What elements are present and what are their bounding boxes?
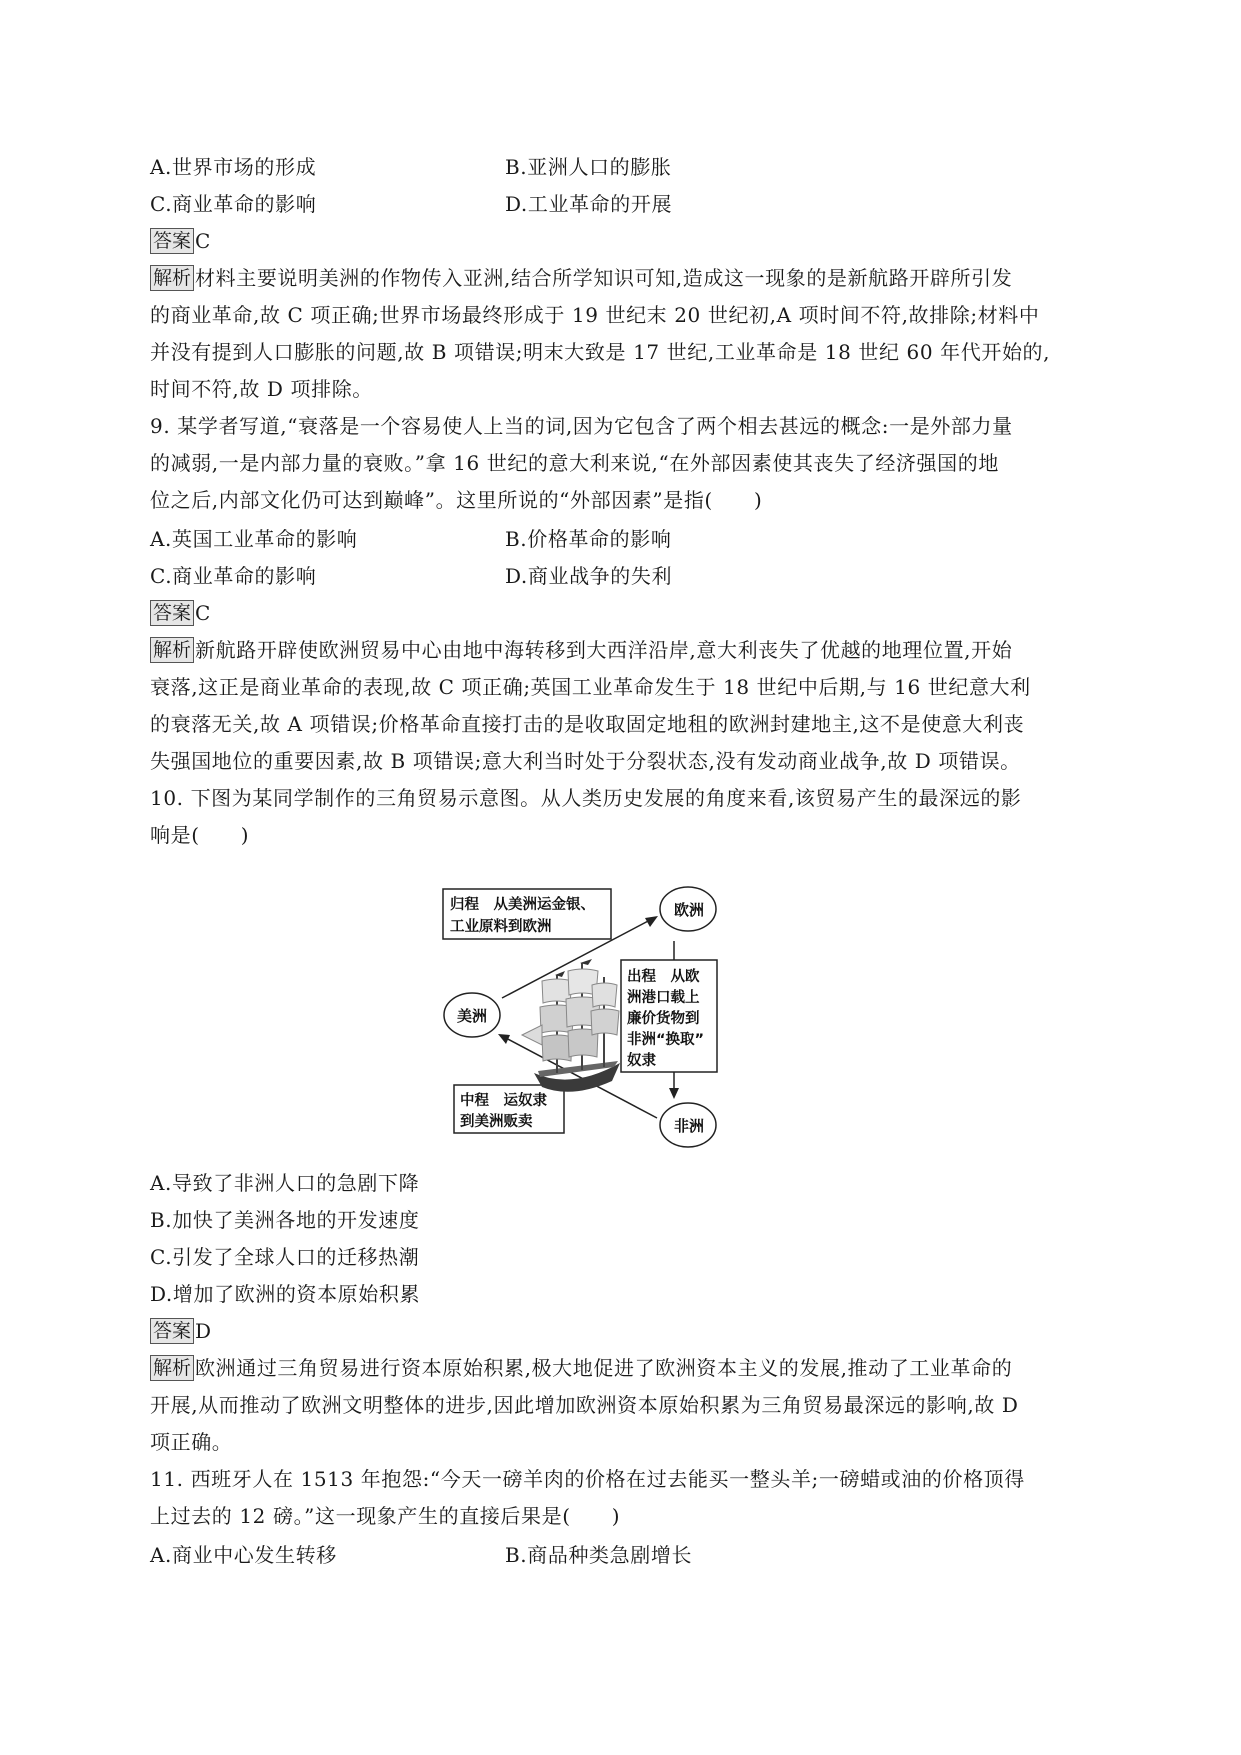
q9-answer xyxy=(150,599,211,627)
return-route-box xyxy=(443,889,611,939)
triangle-trade-diagram xyxy=(442,885,718,1160)
answer-value: D xyxy=(195,1319,212,1343)
return-route-line1: 归程 从美洲运金银、 xyxy=(450,897,595,913)
africa-node xyxy=(660,1103,716,1147)
analysis-tag: 解析 xyxy=(150,637,194,663)
outbound-route-line1: 出程 从欧 xyxy=(627,969,700,985)
q11-options-row1 xyxy=(150,1541,693,1569)
america-node xyxy=(444,993,500,1037)
option-a: A.世界市场的形成 xyxy=(150,155,317,179)
outbound-route-line3: 廉价货物到 xyxy=(627,1011,700,1027)
option-a: A.商业中心发生转移 xyxy=(150,1543,337,1567)
q10-answer xyxy=(150,1317,212,1345)
text-line: 开展,从而推动了欧洲文明整体的进步,因此增加欧洲资本原始积累为三角贸易最深远的影响,故 D xyxy=(150,1393,1019,1417)
text-line: 的衰落无关,故 A 项错误;价格革命直接打击的是收取固定地租的欧洲封建地主,这不是使意大利丧 xyxy=(150,712,1025,736)
option-c: C.商业革命的影响 xyxy=(150,564,317,588)
text-line: 时间不符,故 D 项排除。 xyxy=(150,377,373,401)
text-line: 的减弱,一是内部力量的衰败。”拿 16 世纪的意大利来说,“在外部因素使其丧失了经济强国的地 xyxy=(150,451,999,475)
outbound-route-box xyxy=(621,960,717,1072)
analysis-tag: 解析 xyxy=(150,1355,194,1381)
africa-label: 非洲 xyxy=(674,1117,705,1135)
middle-route-box xyxy=(454,1085,564,1133)
middle-route-line1: 中程 运奴隶 xyxy=(460,1093,547,1109)
q8-options-row1 xyxy=(150,153,672,181)
q9-options-row1 xyxy=(150,525,672,553)
q10-option-d: D.增加了欧洲的资本原始积累 xyxy=(150,1282,421,1306)
answer-tag: 答案 xyxy=(150,1318,194,1344)
q8-analysis xyxy=(150,264,1012,292)
q9-stem: 9. 某学者写道,“衰落是一个容易使人上当的词,因为它包含了两个相去甚远的概念:一是外部力量 xyxy=(150,414,1013,438)
analysis-text: 新航路开辟使欧洲贸易中心由地中海转移到大西洋沿岸,意大利丧失了优越的地理位置,开始 xyxy=(195,638,1013,662)
q11-stem: 11. 西班牙人在 1513 年抱怨:“今天一磅羊肉的价格在过去能买一整头羊;一磅蜡或油的价格顶得 xyxy=(150,1467,1025,1491)
text-line: 响是( ) xyxy=(150,823,250,847)
option-a: A.英国工业革命的影响 xyxy=(150,527,358,551)
q10-analysis xyxy=(150,1354,1012,1382)
text-line: 衰落,这正是商业革命的表现,故 C 项正确;英国工业革命发生于 18 世纪中后期,与 16 世纪意大利 xyxy=(150,675,1031,699)
option-b: B.亚洲人口的膨胀 xyxy=(505,155,672,179)
europe-node xyxy=(660,887,716,931)
option-d: D.工业革命的开展 xyxy=(505,192,673,216)
america-label: 美洲 xyxy=(457,1007,488,1025)
analysis-text: 欧洲通过三角贸易进行资本原始积累,极大地促进了欧洲资本主义的发展,推动了工业革命的 xyxy=(195,1356,1013,1380)
answer-tag: 答案 xyxy=(150,600,194,626)
outbound-route-line4: 非洲“换取” xyxy=(627,1032,705,1048)
q10-option-c: C.引发了全球人口的迁移热潮 xyxy=(150,1245,420,1269)
text-line: 上过去的 12 磅。”这一现象产生的直接后果是( ) xyxy=(150,1504,621,1528)
text-line: 失强国地位的重要因素,故 B 项错误;意大利当时处于分裂状态,没有发动商业战争,故 D 项错误。 xyxy=(150,749,1021,773)
europe-label: 欧洲 xyxy=(674,901,705,919)
text-line: 位之后,内部文化仍可达到巅峰”。这里所说的“外部因素”是指( ) xyxy=(150,488,763,512)
analysis-text: 材料主要说明美洲的作物传入亚洲,结合所学知识可知,造成这一现象的是新航路开辟所引发 xyxy=(195,266,1013,290)
text-line: 项正确。 xyxy=(150,1430,233,1454)
q9-analysis xyxy=(150,636,1012,664)
q10-option-a: A.导致了非洲人口的急剧下降 xyxy=(150,1171,420,1195)
answer-value: C xyxy=(195,229,211,253)
text-line: 的商业革命,故 C 项正确;世界市场最终形成于 19 世纪末 20 世纪初,A 项时间不符,故排除;材料中 xyxy=(150,303,1040,327)
q10-stem: 10. 下图为某同学制作的三角贸易示意图。从人类历史发展的角度来看,该贸易产生的最深远的影 xyxy=(150,786,1022,810)
q8-options-row2 xyxy=(150,190,673,218)
option-b: B.商品种类急剧增长 xyxy=(505,1543,693,1567)
analysis-tag: 解析 xyxy=(150,265,194,291)
q8-answer xyxy=(150,227,211,255)
answer-tag: 答案 xyxy=(150,228,194,254)
answer-value: C xyxy=(195,601,211,625)
outbound-route-line2: 洲港口载上 xyxy=(627,990,700,1006)
option-c: C.商业革命的影响 xyxy=(150,192,317,216)
option-b: B.价格革命的影响 xyxy=(505,527,672,551)
q9-options-row2 xyxy=(150,562,673,590)
q10-option-b: B.加快了美洲各地的开发速度 xyxy=(150,1208,420,1232)
middle-route-line2: 到美洲贩卖 xyxy=(460,1114,533,1130)
text-line: 并没有提到人口膨胀的问题,故 B 项错误;明末大致是 17 世纪,工业革命是 18 世纪 60 年代开始的, xyxy=(150,340,1051,364)
outbound-route-line5: 奴隶 xyxy=(627,1053,656,1069)
return-route-line2: 工业原料到欧洲 xyxy=(450,919,552,935)
option-d: D.商业战争的失利 xyxy=(505,564,673,588)
